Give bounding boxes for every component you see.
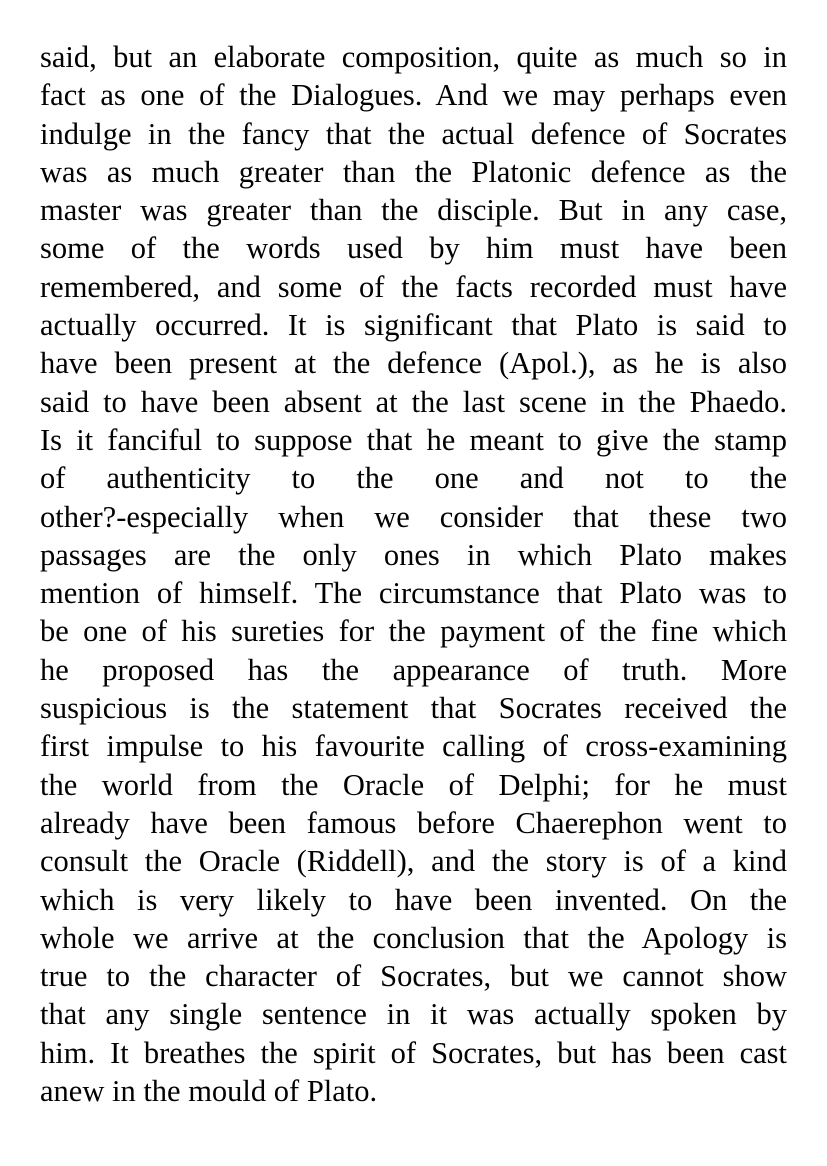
text-line: fact as one of the Dialogues. And we may perhaps even: [40, 78, 787, 113]
text-line: said, but an elaborate composition, quite as much so in: [40, 40, 787, 74]
text-line: indulge in the fancy that the actual defence of Socrates: [40, 116, 787, 151]
text-line: him. It breathes the spirit of Socrates, but has been cast: [40, 1035, 787, 1070]
text-line-last: anew in the mould of Plato.: [40, 1074, 378, 1109]
text-line: have been present at the defence (Apol.), as he is also: [40, 346, 787, 381]
text-line: said to have been absent at the last scene in the Phaedo.: [40, 384, 787, 419]
text-line: first impulse to his favourite calling of cross-examining: [40, 729, 787, 764]
text-line: which is very likely to have been invented. On the: [40, 882, 787, 917]
text-line: consult the Oracle (Riddell), and the story is of a kind: [40, 844, 787, 879]
text-line: the world from the Oracle of Delphi; for he must: [40, 767, 787, 802]
document-page: [40, 38, 787, 1110]
text-line: that any single sentence in it was actually spoken by: [40, 997, 787, 1032]
text-line: of authenticity to the one and not to the: [40, 461, 787, 496]
text-line: other?-especially when we consider that these two: [40, 499, 787, 534]
text-line: mention of himself. The circumstance that Plato was to: [40, 576, 787, 611]
text-line: was as much greater than the Platonic defence as the: [40, 154, 787, 189]
text-line: master was greater than the disciple. But in any case,: [40, 193, 787, 228]
text-line: true to the character of Socrates, but we cannot show: [40, 959, 787, 994]
text-line: Is it fanciful to suppose that he meant to give the stamp: [40, 422, 787, 457]
text-line: be one of his sureties for the payment of the fine which: [40, 614, 787, 649]
text-line: actually occurred. It is significant that Plato is said to: [40, 308, 787, 343]
text-line: already have been famous before Chaerephon went to: [40, 805, 787, 840]
text-line: passages are the only ones in which Plato makes: [40, 537, 787, 572]
text-line: whole we arrive at the conclusion that the Apology is: [40, 920, 787, 955]
text-line: some of the words used by him must have been: [40, 231, 787, 266]
text-line: suspicious is the statement that Socrates received the: [40, 691, 787, 726]
text-line: remembered, and some of the facts recorded must have: [40, 269, 787, 304]
text-line: he proposed has the appearance of truth. More: [40, 652, 787, 687]
